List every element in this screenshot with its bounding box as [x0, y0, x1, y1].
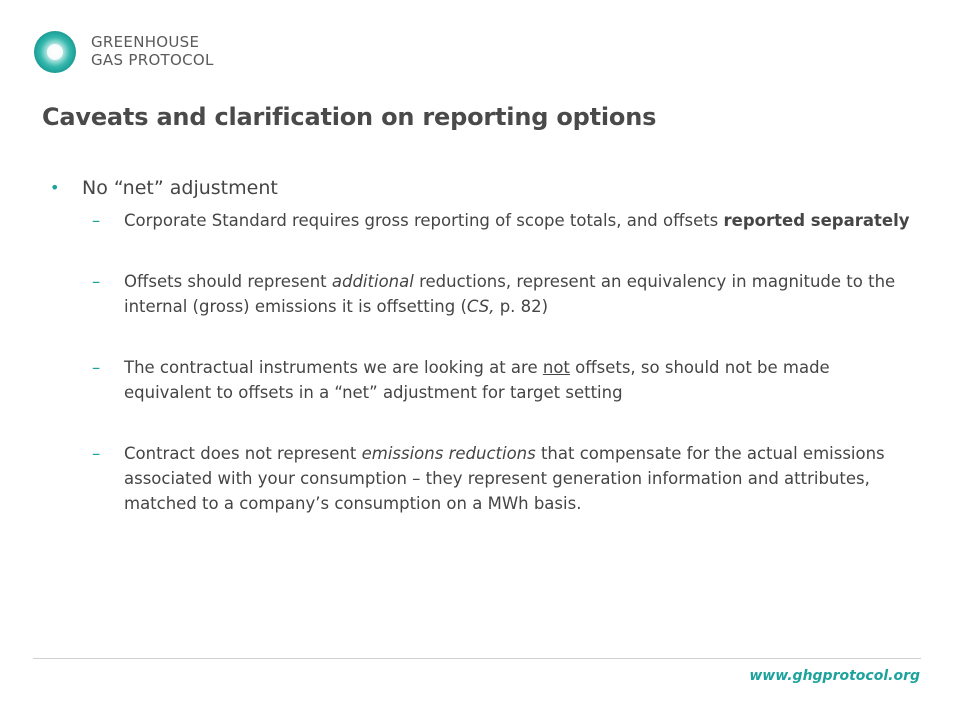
dash-icon: –	[92, 272, 101, 291]
bullet-dot-icon: •	[50, 178, 60, 197]
ghg-protocol-logo	[33, 30, 223, 78]
sub-bullet-4: – Contract does not represent emissions reductions that compensate for the actual emissions associated with your consumption – they represent generation information and attributes, matched to a company’s consumption on a MWh basis.	[50, 441, 914, 516]
dash-icon: –	[92, 444, 101, 463]
sub-bullet-list	[50, 208, 920, 516]
footer-divider	[33, 658, 921, 659]
sub-bullet-2: – Offsets should represent additional reductions, represent an equivalency in magnitude to the internal (gross) emissions it is offsetting (CS, p. 82)	[50, 269, 914, 319]
slide-body	[50, 174, 920, 552]
bullet-text: No “net” adjustment	[82, 177, 278, 199]
sub-bullet-1: – Corporate Standard requires gross reporting of scope totals, and offsets reported separately	[50, 208, 914, 233]
dash-icon: –	[92, 211, 101, 230]
dash-icon: –	[92, 358, 101, 377]
logo-line-2: GAS PROTOCOL	[91, 51, 214, 69]
footer-website-link[interactable]: www.ghgprotocol.org	[749, 668, 920, 684]
logo-line-1: GREENHOUSE	[91, 33, 200, 51]
logo-emblem-icon	[33, 30, 77, 74]
bullet-no-net-adjustment	[50, 174, 920, 202]
slide-title: Caveats and clarification on reporting options	[42, 103, 657, 131]
logo-wordmark	[91, 33, 214, 69]
sub-bullet-3: – The contractual instruments we are looking at are not offsets, so should not be made equivalent to offsets in a “net” adjustment for target setting	[50, 355, 914, 405]
